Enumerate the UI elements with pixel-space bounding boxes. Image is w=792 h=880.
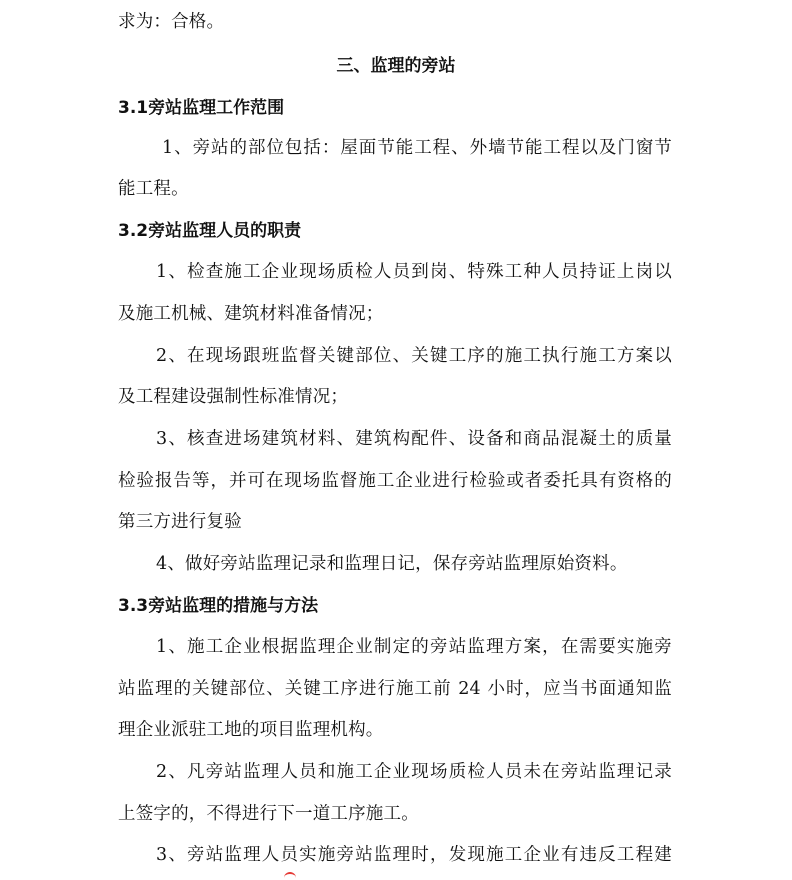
paragraph-3-2-1-line2: 及施工机械、建筑材料准备情况；: [118, 304, 384, 324]
heading-3-2: 3.2旁站监理人员的职责: [118, 221, 302, 241]
heading-3-1: 3.1旁站监理工作范围: [118, 98, 285, 118]
paragraph-3-3-2-line2: 上签字的，不得进行下一道工序施工。: [118, 804, 419, 824]
paragraph-3-2-1-line1: 1、检查施工企业现场质检人员到岗、特殊工种人员持证上岗以: [156, 262, 672, 282]
paragraph-3-3-2-line1: 2、凡旁站监理人员和施工企业现场质检人员未在旁站监理记录: [156, 762, 672, 782]
paragraph-3-2-3-line2: 检验报告等，并可在现场监督施工企业进行检验或者委托具有资格的: [118, 471, 672, 491]
paragraph-3-1-1-line1: 1、旁站的部位包括：屋面节能工程、外墙节能工程以及门窗节: [162, 138, 672, 158]
intro-tail-text: 求为：合格。: [118, 12, 225, 32]
red-stroke-mark: [284, 872, 296, 880]
paragraph-3-2-4: 4、做好旁站监理记录和监理日记，保存旁站监理原始资料。: [156, 554, 628, 574]
paragraph-3-2-2-line1: 2、在现场跟班监督关键部位、关键工序的施工执行施工方案以: [156, 346, 672, 366]
paragraph-3-3-1-line1: 1、施工企业根据监理企业制定的旁站监理方案，在需要实施旁: [156, 637, 672, 657]
paragraph-3-3-1-line2: 站监理的关键部位、关键工序进行施工前 24 小时，应当书面通知监: [118, 679, 672, 699]
section-title: 三、监理的旁站: [336, 56, 456, 76]
paragraph-3-2-2-line2: 及工程建设强制性标准情况；: [118, 387, 349, 407]
paragraph-3-2-3-line1: 3、核查进场建筑材料、建筑构配件、设备和商品混凝土的质量: [156, 429, 672, 449]
paragraph-3-1-1-line2: 能工程。: [118, 179, 189, 199]
paragraph-3-3-1-line3: 理企业派驻工地的项目监理机构。: [118, 720, 384, 740]
paragraph-3-2-3-line3: 第三方进行复验: [118, 512, 242, 532]
paragraph-3-3-3-line1: 3、旁站监理人员实施旁站监理时，发现施工企业有违反工程建: [156, 845, 672, 865]
heading-3-3: 3.3旁站监理的措施与方法: [118, 596, 319, 616]
